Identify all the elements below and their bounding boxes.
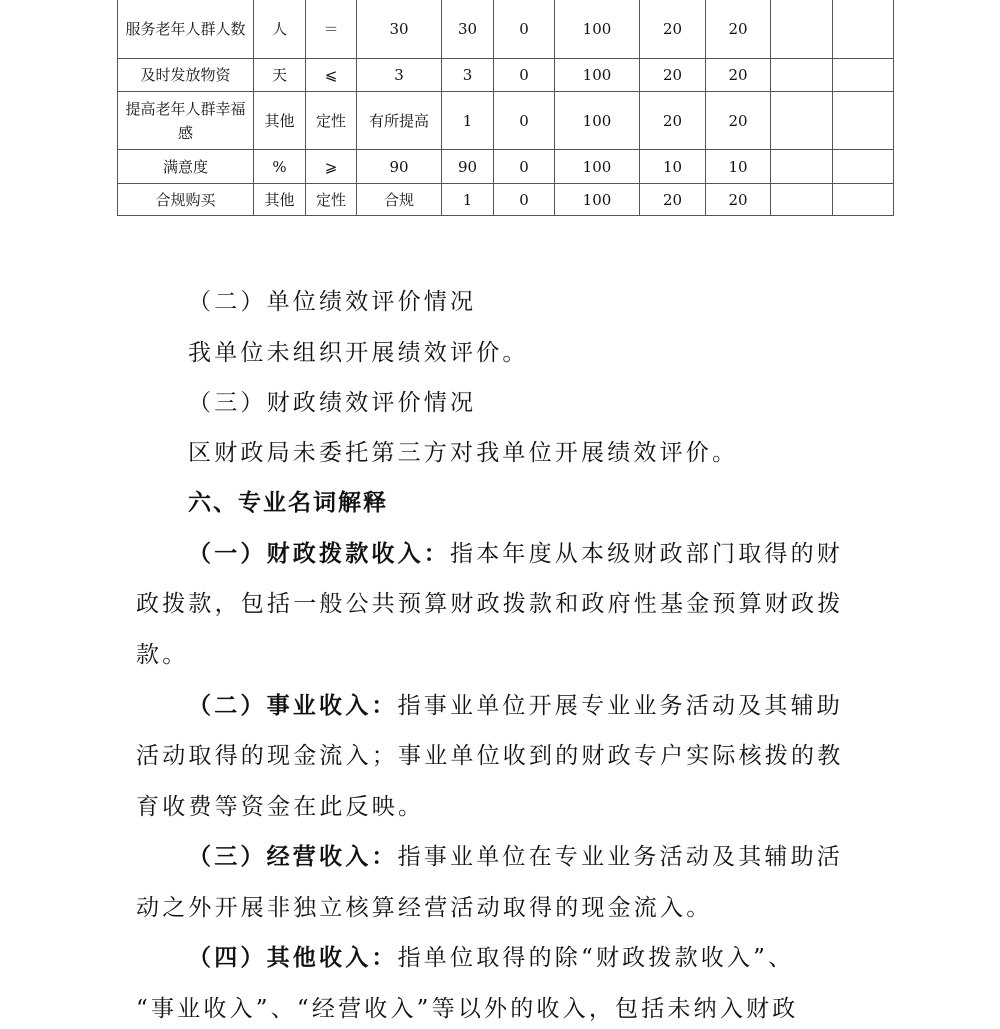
table-cell: 100 — [555, 184, 640, 216]
table-cell: 满意度 — [118, 150, 254, 184]
table-cell: 20 — [640, 59, 706, 92]
table-cell — [771, 0, 833, 59]
fiscal-eval-heading: （三）财政绩效评价情况 — [188, 390, 477, 416]
table-cell: 服务老年人群人数 — [118, 0, 254, 59]
table-cell: 其他 — [254, 92, 306, 150]
table-cell: 20 — [706, 92, 771, 150]
table-cell: 90 — [442, 150, 494, 184]
fiscal-eval-text: 区财政局未委托第三方对我单位开展绩效评价。 — [188, 440, 739, 466]
glossary-text: 指事业单位在专业业务活动及其辅助活 — [397, 844, 844, 870]
table-cell: 20 — [640, 184, 706, 216]
glossary-text-line: “事业收入”、“经营收入”等以外的收入，包括未纳入财政 — [136, 996, 799, 1022]
table-cell: 0 — [494, 150, 555, 184]
table-cell: 定性 — [306, 184, 357, 216]
table-cell: 定性 — [306, 92, 357, 150]
table-cell — [833, 59, 894, 92]
table-cell: ＝ — [306, 0, 357, 59]
table-cell: 其他 — [254, 184, 306, 216]
table-cell: 人 — [254, 0, 306, 59]
table-cell: 100 — [555, 0, 640, 59]
table-cell: 100 — [555, 92, 640, 150]
table-cell: 0 — [494, 0, 555, 59]
table-cell: 提高老年人群幸福感 — [118, 92, 254, 150]
table-cell — [833, 150, 894, 184]
glossary-text-line: 政拨款，包括一般公共预算财政拨款和政府性基金预算财政拨 — [136, 591, 844, 617]
table-cell — [833, 184, 894, 216]
glossary-term: （二）事业收入： — [188, 692, 398, 719]
glossary-term: （四）其他收入： — [188, 944, 398, 971]
table-cell: 天 — [254, 59, 306, 92]
performance-indicator-table — [117, 0, 894, 216]
glossary-text: 指事业单位开展专业业务活动及其辅助 — [397, 693, 844, 719]
glossary-item-fiscal-appropriation — [188, 535, 843, 568]
table-row — [118, 150, 894, 184]
glossary-term: （一）财政拨款收入： — [188, 540, 450, 567]
unit-eval-heading: （二）单位绩效评价情况 — [188, 289, 477, 315]
glossary-text-line: 活动取得的现金流入；事业单位收到的财政专户实际核拨的教 — [136, 743, 844, 769]
table-cell: 1 — [442, 92, 494, 150]
glossary-item-operating-income — [188, 838, 843, 871]
table-cell: 30 — [442, 0, 494, 59]
table-cell: 20 — [640, 0, 706, 59]
glossary-text-line: 款。 — [136, 642, 189, 668]
table-cell: 100 — [555, 150, 640, 184]
table-cell — [771, 150, 833, 184]
table-cell: 10 — [640, 150, 706, 184]
table-cell: 20 — [706, 59, 771, 92]
table-cell: 20 — [706, 0, 771, 59]
table-cell: 0 — [494, 184, 555, 216]
table-row — [118, 184, 894, 216]
table-cell: 合规购买 — [118, 184, 254, 216]
table-cell — [771, 184, 833, 216]
table-cell: 3 — [442, 59, 494, 92]
glossary-item-other-income — [188, 939, 794, 972]
table-row — [118, 59, 894, 92]
table-cell — [833, 0, 894, 59]
table-cell: 0 — [494, 92, 555, 150]
table-row — [118, 92, 894, 150]
table-cell: 30 — [357, 0, 442, 59]
table-cell — [833, 92, 894, 150]
table-cell: 及时发放物资 — [118, 59, 254, 92]
table-cell: 1 — [442, 184, 494, 216]
table-cell: 100 — [555, 59, 640, 92]
table-cell: 0 — [494, 59, 555, 92]
glossary-text-line: 动之外开展非独立核算经营活动取得的现金流入。 — [136, 895, 713, 921]
table-cell: 20 — [706, 184, 771, 216]
glossary-text: 指本年度从本级财政部门取得的财 — [450, 541, 843, 567]
glossary-text-line: 育收费等资金在此反映。 — [136, 794, 425, 820]
table-cell: 3 — [357, 59, 442, 92]
table-cell: 有所提高 — [357, 92, 442, 150]
table-row — [118, 0, 894, 59]
glossary-heading: 六、专业名词解释 — [188, 490, 388, 516]
table-cell: % — [254, 150, 306, 184]
table-cell: 合规 — [357, 184, 442, 216]
table-cell — [771, 59, 833, 92]
table-cell: ⩽ — [306, 59, 357, 92]
glossary-term: （三）经营收入： — [188, 843, 398, 870]
table-cell: 90 — [357, 150, 442, 184]
table-cell: 20 — [640, 92, 706, 150]
table-cell: ⩾ — [306, 150, 357, 184]
glossary-item-business-income — [188, 687, 843, 720]
unit-eval-text: 我单位未组织开展绩效评价。 — [188, 340, 529, 366]
table-cell: 10 — [706, 150, 771, 184]
table-cell — [771, 92, 833, 150]
glossary-text: 指单位取得的除“财政拨款收入”、 — [397, 945, 795, 971]
